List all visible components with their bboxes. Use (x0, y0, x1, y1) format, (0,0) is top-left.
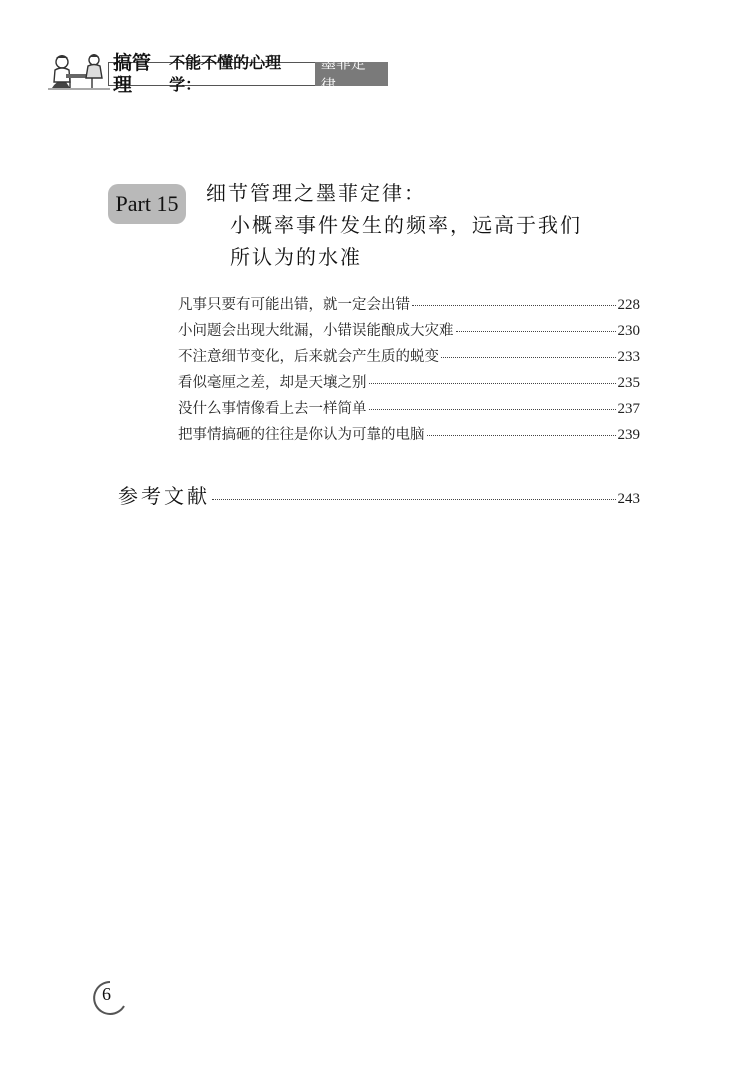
toc-list (178, 293, 640, 449)
toc-entry[interactable] (178, 319, 640, 345)
page-number-area (88, 978, 128, 1018)
header-main-title (108, 52, 315, 96)
toc-entry-page: 228 (617, 297, 640, 313)
part-title-line-1: 细节管理之墨菲定律： (206, 181, 426, 205)
references-title: 参考文献 (118, 484, 210, 508)
page-number: 6 (102, 984, 111, 1004)
toc-leader-dots (441, 357, 616, 358)
toc-entry-title: 把事情搞砸的往往是你认为可靠的电脑 (178, 427, 425, 443)
toc-leader-dots (456, 331, 616, 332)
toc-entry-title: 没什么事情像看上去一样简单 (178, 401, 367, 417)
toc-leader-dots (412, 305, 616, 306)
toc-entry-page: 239 (617, 427, 640, 443)
toc-leader-dots (427, 435, 616, 436)
header-title (108, 52, 388, 96)
toc-entry-page: 237 (617, 401, 640, 417)
toc-entry-page: 233 (617, 349, 640, 365)
toc-entry[interactable] (178, 371, 640, 397)
running-header (48, 48, 388, 96)
header-title-prefix: 搞管理 (113, 52, 152, 96)
references-leader-dots (212, 499, 616, 500)
toc-entry[interactable] (178, 345, 640, 371)
toc-entry[interactable] (178, 293, 640, 319)
toc-leader-dots (369, 409, 616, 410)
part-badge: Part 15 (108, 184, 186, 224)
toc-entry[interactable] (178, 397, 640, 423)
references-entry[interactable] (118, 480, 640, 510)
toc-entry-title: 小问题会出现大纰漏，小错误能酿成大灾难 (178, 323, 454, 339)
toc-entry-title: 看似毫厘之差，却是天壤之别 (178, 375, 367, 391)
part-title-line-3: 所认为的水准 (230, 245, 362, 269)
part-title-line-2: 小概率事件发生的频率，远高于我们 (230, 213, 582, 237)
toc-entry-page: 230 (617, 323, 640, 339)
people-at-desk-illustration (48, 48, 110, 90)
toc-entry-page: 235 (617, 375, 640, 391)
toc-leader-dots (369, 383, 616, 384)
part-title (206, 177, 582, 273)
references-page: 243 (617, 491, 640, 507)
header-subtitle: 墨菲定律 (315, 62, 388, 86)
toc-entry-title: 凡事只要有可能出错，就一定会出错 (178, 297, 410, 313)
toc-entry[interactable] (178, 423, 640, 449)
toc-entry-title: 不注意细节变化，后来就会产生质的蜕变 (178, 349, 439, 365)
header-title-rest: 不能不懂的心理学： (169, 53, 282, 94)
